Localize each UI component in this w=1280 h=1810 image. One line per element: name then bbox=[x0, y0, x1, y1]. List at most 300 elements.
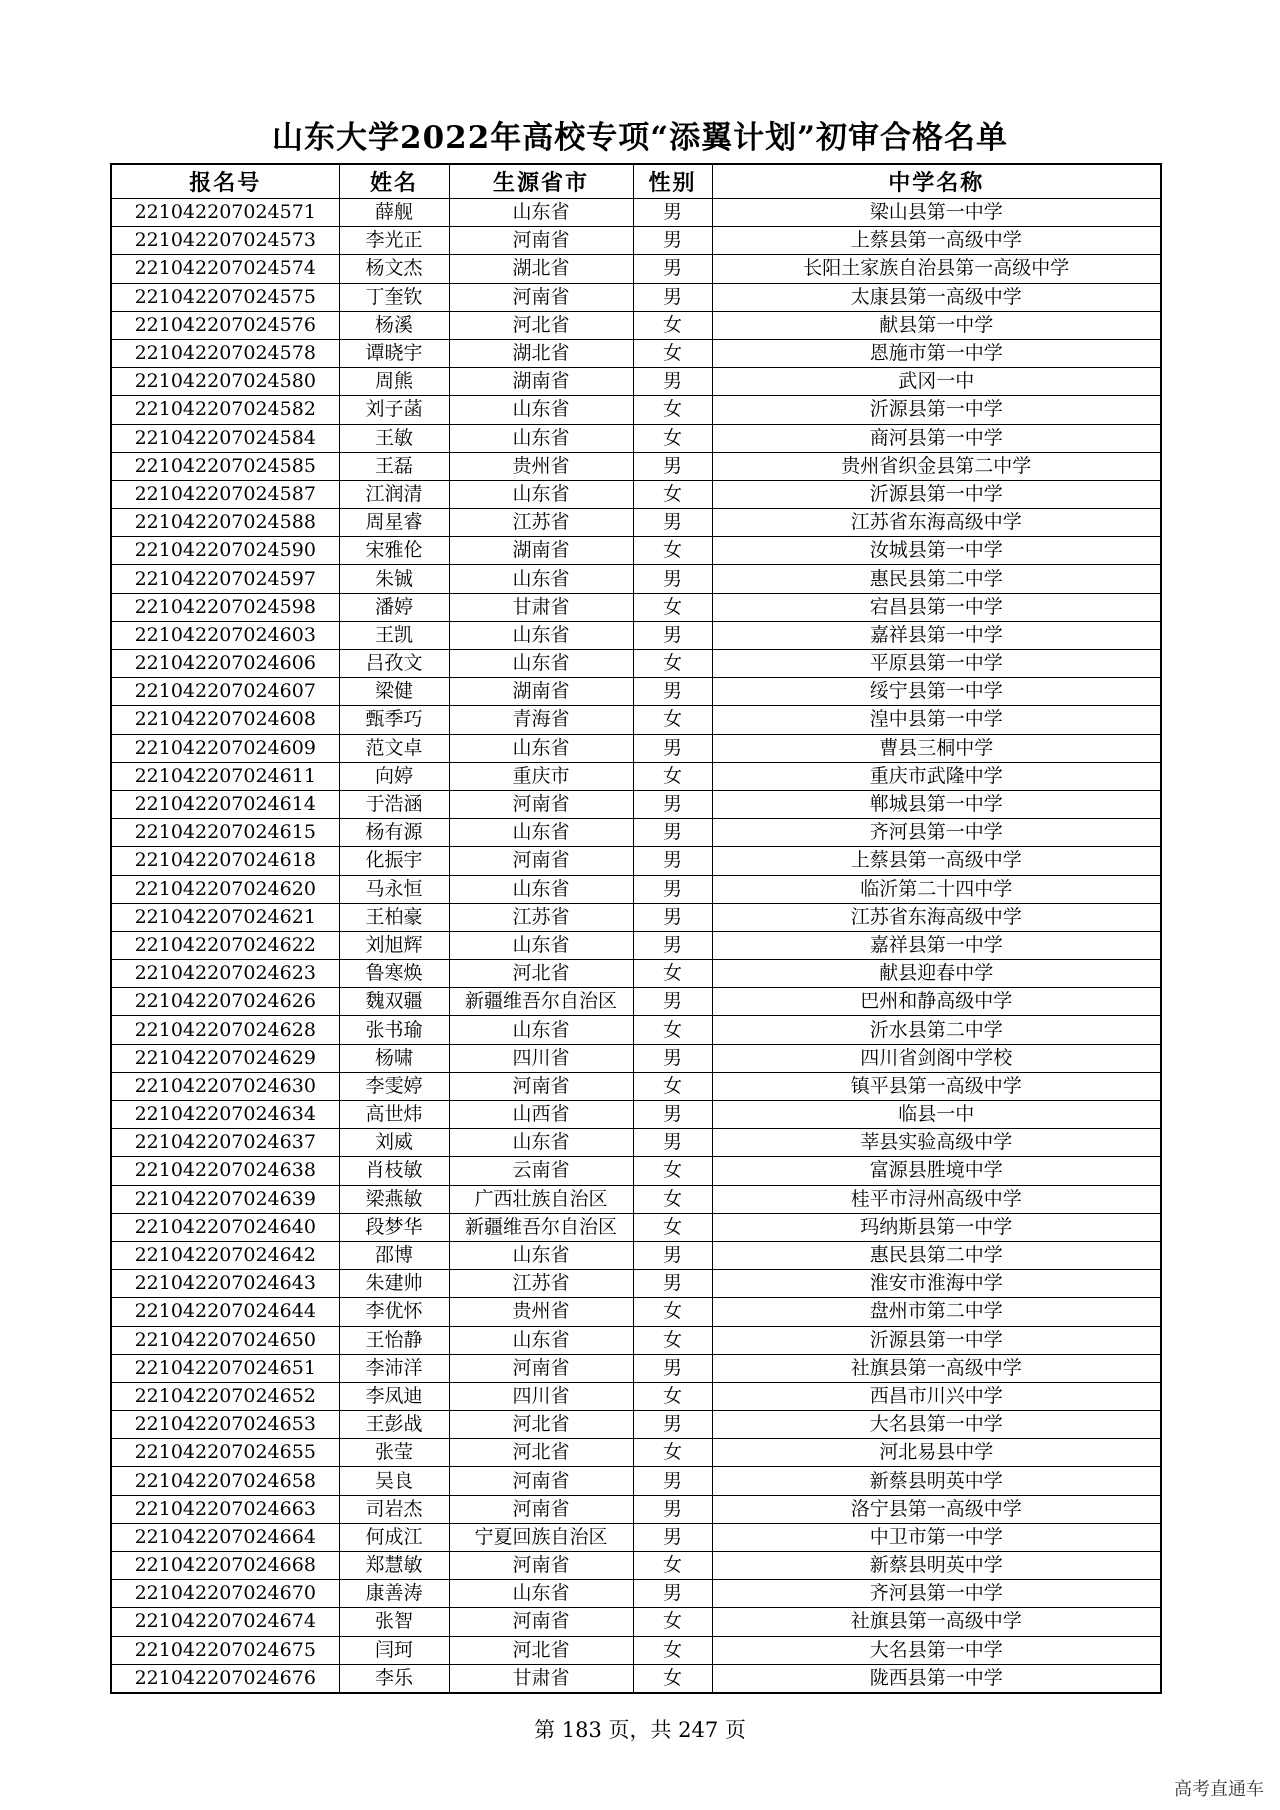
cell-gender: 男 bbox=[633, 255, 712, 283]
cell-school: 社旗县第一高级中学 bbox=[712, 1608, 1161, 1636]
cell-name: 鲁寒焕 bbox=[339, 960, 449, 988]
cell-id: 221042207024650 bbox=[111, 1326, 339, 1354]
cell-id: 221042207024575 bbox=[111, 283, 339, 311]
cell-id: 221042207024571 bbox=[111, 199, 339, 227]
table-row bbox=[111, 1608, 1161, 1636]
cell-gender: 女 bbox=[633, 480, 712, 508]
cell-gender: 男 bbox=[633, 819, 712, 847]
cell-id: 221042207024637 bbox=[111, 1129, 339, 1157]
cell-name: 李雯婷 bbox=[339, 1072, 449, 1100]
cell-school: 江苏省东海高级中学 bbox=[712, 509, 1161, 537]
cell-gender: 男 bbox=[633, 847, 712, 875]
cell-province: 河北省 bbox=[449, 1411, 633, 1439]
column-header-school: 中学名称 bbox=[712, 164, 1161, 199]
cell-school: 上蔡县第一高级中学 bbox=[712, 847, 1161, 875]
table-row bbox=[111, 255, 1161, 283]
cell-province: 甘肃省 bbox=[449, 593, 633, 621]
table-row bbox=[111, 1016, 1161, 1044]
cell-id: 221042207024603 bbox=[111, 621, 339, 649]
cell-gender: 女 bbox=[633, 1157, 712, 1185]
column-header-id: 报名号 bbox=[111, 164, 339, 199]
cell-name: 化振宇 bbox=[339, 847, 449, 875]
cell-id: 221042207024658 bbox=[111, 1467, 339, 1495]
cell-name: 杨啸 bbox=[339, 1044, 449, 1072]
cell-province: 山东省 bbox=[449, 565, 633, 593]
cell-gender: 女 bbox=[633, 339, 712, 367]
table-row bbox=[111, 1157, 1161, 1185]
cell-gender: 女 bbox=[633, 1664, 712, 1693]
table-row bbox=[111, 1326, 1161, 1354]
cell-province: 广西壮族自治区 bbox=[449, 1185, 633, 1213]
cell-id: 221042207024652 bbox=[111, 1382, 339, 1410]
cell-province: 河北省 bbox=[449, 960, 633, 988]
table-row bbox=[111, 368, 1161, 396]
cell-gender: 男 bbox=[633, 1129, 712, 1157]
cell-province: 江苏省 bbox=[449, 509, 633, 537]
cell-gender: 女 bbox=[633, 311, 712, 339]
cell-name: 梁燕敏 bbox=[339, 1185, 449, 1213]
cell-school: 新蔡县明英中学 bbox=[712, 1467, 1161, 1495]
table-row bbox=[111, 1523, 1161, 1551]
cell-province: 云南省 bbox=[449, 1157, 633, 1185]
cell-school: 齐河县第一中学 bbox=[712, 819, 1161, 847]
cell-name: 范文卓 bbox=[339, 734, 449, 762]
cell-id: 221042207024630 bbox=[111, 1072, 339, 1100]
cell-id: 221042207024582 bbox=[111, 396, 339, 424]
cell-gender: 女 bbox=[633, 1608, 712, 1636]
column-header-name: 姓名 bbox=[339, 164, 449, 199]
cell-id: 221042207024622 bbox=[111, 931, 339, 959]
cell-id: 221042207024651 bbox=[111, 1354, 339, 1382]
cell-gender: 男 bbox=[633, 199, 712, 227]
cell-province: 河南省 bbox=[449, 283, 633, 311]
table-row bbox=[111, 1382, 1161, 1410]
table-row bbox=[111, 621, 1161, 649]
cell-province: 山东省 bbox=[449, 734, 633, 762]
cell-name: 梁健 bbox=[339, 678, 449, 706]
cell-gender: 男 bbox=[633, 1354, 712, 1382]
cell-school: 商河县第一中学 bbox=[712, 424, 1161, 452]
cell-province: 山东省 bbox=[449, 875, 633, 903]
cell-province: 青海省 bbox=[449, 706, 633, 734]
cell-province: 江苏省 bbox=[449, 903, 633, 931]
cell-school: 四川省剑阁中学校 bbox=[712, 1044, 1161, 1072]
cell-id: 221042207024585 bbox=[111, 452, 339, 480]
cell-school: 惠民县第二中学 bbox=[712, 1241, 1161, 1269]
cell-id: 221042207024639 bbox=[111, 1185, 339, 1213]
cell-gender: 男 bbox=[633, 1270, 712, 1298]
cell-province: 湖北省 bbox=[449, 255, 633, 283]
cell-school: 富源县胜境中学 bbox=[712, 1157, 1161, 1185]
cell-id: 221042207024668 bbox=[111, 1552, 339, 1580]
cell-gender: 男 bbox=[633, 1044, 712, 1072]
cell-name: 张莹 bbox=[339, 1439, 449, 1467]
cell-school: 临县一中 bbox=[712, 1101, 1161, 1129]
cell-id: 221042207024638 bbox=[111, 1157, 339, 1185]
table-row bbox=[111, 311, 1161, 339]
cell-name: 周星睿 bbox=[339, 509, 449, 537]
cell-id: 221042207024588 bbox=[111, 509, 339, 537]
cell-province: 河南省 bbox=[449, 790, 633, 818]
cell-id: 221042207024634 bbox=[111, 1101, 339, 1129]
cell-id: 221042207024574 bbox=[111, 255, 339, 283]
cell-id: 221042207024578 bbox=[111, 339, 339, 367]
cell-gender: 男 bbox=[633, 790, 712, 818]
cell-gender: 男 bbox=[633, 283, 712, 311]
cell-school: 重庆市武隆中学 bbox=[712, 762, 1161, 790]
cell-province: 山东省 bbox=[449, 621, 633, 649]
cell-name: 王磊 bbox=[339, 452, 449, 480]
table-row bbox=[111, 537, 1161, 565]
table-row bbox=[111, 199, 1161, 227]
cell-province: 重庆市 bbox=[449, 762, 633, 790]
cell-school: 社旗县第一高级中学 bbox=[712, 1354, 1161, 1382]
cell-gender: 男 bbox=[633, 1495, 712, 1523]
table-header-row bbox=[111, 164, 1161, 199]
column-header-gender: 性别 bbox=[633, 164, 712, 199]
cell-province: 河南省 bbox=[449, 847, 633, 875]
table-row bbox=[111, 565, 1161, 593]
cell-gender: 女 bbox=[633, 424, 712, 452]
cell-province: 河南省 bbox=[449, 1354, 633, 1382]
cell-school: 太康县第一高级中学 bbox=[712, 283, 1161, 311]
table-row bbox=[111, 1467, 1161, 1495]
cell-school: 嘉祥县第一中学 bbox=[712, 931, 1161, 959]
cell-school: 河北易县中学 bbox=[712, 1439, 1161, 1467]
cell-name: 甄季巧 bbox=[339, 706, 449, 734]
cell-gender: 男 bbox=[633, 1467, 712, 1495]
cell-id: 221042207024623 bbox=[111, 960, 339, 988]
cell-gender: 女 bbox=[633, 1298, 712, 1326]
table-row bbox=[111, 1185, 1161, 1213]
cell-gender: 女 bbox=[633, 1072, 712, 1100]
cell-school: 沂源县第一中学 bbox=[712, 396, 1161, 424]
cell-name: 康善涛 bbox=[339, 1580, 449, 1608]
cell-name: 王凯 bbox=[339, 621, 449, 649]
table-row bbox=[111, 283, 1161, 311]
cell-id: 221042207024606 bbox=[111, 650, 339, 678]
cell-id: 221042207024609 bbox=[111, 734, 339, 762]
cell-name: 司岩杰 bbox=[339, 1495, 449, 1523]
cell-gender: 女 bbox=[633, 1552, 712, 1580]
cell-name: 王柏豪 bbox=[339, 903, 449, 931]
cell-province: 新疆维吾尔自治区 bbox=[449, 988, 633, 1016]
cell-gender: 女 bbox=[633, 593, 712, 621]
cell-gender: 男 bbox=[633, 678, 712, 706]
cell-id: 221042207024663 bbox=[111, 1495, 339, 1523]
table-row bbox=[111, 1213, 1161, 1241]
cell-school: 西昌市川兴中学 bbox=[712, 1382, 1161, 1410]
cell-id: 221042207024580 bbox=[111, 368, 339, 396]
table-row bbox=[111, 396, 1161, 424]
cell-name: 杨溪 bbox=[339, 311, 449, 339]
cell-school: 恩施市第一中学 bbox=[712, 339, 1161, 367]
page-footer: 第 183 页，共 247 页 bbox=[534, 1718, 746, 1742]
cell-province: 湖南省 bbox=[449, 368, 633, 396]
cell-gender: 女 bbox=[633, 762, 712, 790]
cell-province: 河南省 bbox=[449, 1495, 633, 1523]
table-row bbox=[111, 1298, 1161, 1326]
cell-province: 河南省 bbox=[449, 1608, 633, 1636]
cell-school: 江苏省东海高级中学 bbox=[712, 903, 1161, 931]
cell-id: 221042207024615 bbox=[111, 819, 339, 847]
applicant-table bbox=[110, 163, 1162, 1694]
cell-name: 周熊 bbox=[339, 368, 449, 396]
cell-id: 221042207024607 bbox=[111, 678, 339, 706]
cell-name: 刘威 bbox=[339, 1129, 449, 1157]
cell-name: 李乐 bbox=[339, 1664, 449, 1693]
cell-province: 贵州省 bbox=[449, 1298, 633, 1326]
cell-province: 山东省 bbox=[449, 1129, 633, 1157]
cell-id: 221042207024674 bbox=[111, 1608, 339, 1636]
cell-province: 河南省 bbox=[449, 227, 633, 255]
cell-name: 王敏 bbox=[339, 424, 449, 452]
cell-province: 湖南省 bbox=[449, 678, 633, 706]
table-row bbox=[111, 1580, 1161, 1608]
table-row bbox=[111, 903, 1161, 931]
cell-id: 221042207024628 bbox=[111, 1016, 339, 1044]
cell-province: 四川省 bbox=[449, 1382, 633, 1410]
cell-province: 湖北省 bbox=[449, 339, 633, 367]
cell-id: 221042207024608 bbox=[111, 706, 339, 734]
cell-name: 郑慧敏 bbox=[339, 1552, 449, 1580]
cell-gender: 男 bbox=[633, 903, 712, 931]
cell-school: 沂源县第一中学 bbox=[712, 1326, 1161, 1354]
cell-school: 大名县第一中学 bbox=[712, 1636, 1161, 1664]
cell-school: 陇西县第一中学 bbox=[712, 1664, 1161, 1693]
cell-school: 莘县实验高级中学 bbox=[712, 1129, 1161, 1157]
cell-province: 山东省 bbox=[449, 931, 633, 959]
cell-gender: 女 bbox=[633, 1185, 712, 1213]
table-row bbox=[111, 1552, 1161, 1580]
cell-name: 高世炜 bbox=[339, 1101, 449, 1129]
table-row bbox=[111, 1270, 1161, 1298]
cell-gender: 男 bbox=[633, 565, 712, 593]
cell-id: 221042207024576 bbox=[111, 311, 339, 339]
cell-name: 李优怀 bbox=[339, 1298, 449, 1326]
cell-name: 江润清 bbox=[339, 480, 449, 508]
cell-province: 山东省 bbox=[449, 1241, 633, 1269]
cell-id: 221042207024597 bbox=[111, 565, 339, 593]
cell-name: 肖枝敏 bbox=[339, 1157, 449, 1185]
cell-province: 河北省 bbox=[449, 311, 633, 339]
table-row bbox=[111, 650, 1161, 678]
cell-name: 马永恒 bbox=[339, 875, 449, 903]
cell-school: 曹县三桐中学 bbox=[712, 734, 1161, 762]
cell-id: 221042207024655 bbox=[111, 1439, 339, 1467]
cell-id: 221042207024621 bbox=[111, 903, 339, 931]
cell-id: 221042207024598 bbox=[111, 593, 339, 621]
table-row bbox=[111, 706, 1161, 734]
cell-gender: 男 bbox=[633, 931, 712, 959]
table-row bbox=[111, 1129, 1161, 1157]
table-row bbox=[111, 875, 1161, 903]
table-row bbox=[111, 988, 1161, 1016]
cell-gender: 女 bbox=[633, 1382, 712, 1410]
cell-gender: 女 bbox=[633, 1439, 712, 1467]
cell-school: 大名县第一中学 bbox=[712, 1411, 1161, 1439]
cell-gender: 女 bbox=[633, 537, 712, 565]
cell-name: 邵博 bbox=[339, 1241, 449, 1269]
table-row bbox=[111, 480, 1161, 508]
cell-school: 平原县第一中学 bbox=[712, 650, 1161, 678]
cell-name: 于浩涵 bbox=[339, 790, 449, 818]
cell-name: 杨有源 bbox=[339, 819, 449, 847]
cell-gender: 女 bbox=[633, 1016, 712, 1044]
cell-province: 山东省 bbox=[449, 480, 633, 508]
cell-name: 张智 bbox=[339, 1608, 449, 1636]
cell-gender: 男 bbox=[633, 1241, 712, 1269]
cell-id: 221042207024584 bbox=[111, 424, 339, 452]
table-row bbox=[111, 1664, 1161, 1693]
cell-gender: 男 bbox=[633, 875, 712, 903]
cell-province: 山东省 bbox=[449, 1326, 633, 1354]
cell-id: 221042207024618 bbox=[111, 847, 339, 875]
cell-name: 李沛洋 bbox=[339, 1354, 449, 1382]
table-row bbox=[111, 509, 1161, 537]
cell-gender: 女 bbox=[633, 960, 712, 988]
table-row bbox=[111, 931, 1161, 959]
cell-id: 221042207024626 bbox=[111, 988, 339, 1016]
cell-id: 221042207024664 bbox=[111, 1523, 339, 1551]
cell-name: 吕孜文 bbox=[339, 650, 449, 678]
cell-province: 山东省 bbox=[449, 396, 633, 424]
cell-id: 221042207024642 bbox=[111, 1241, 339, 1269]
cell-province: 河北省 bbox=[449, 1636, 633, 1664]
cell-name: 谭晓宇 bbox=[339, 339, 449, 367]
cell-gender: 男 bbox=[633, 452, 712, 480]
cell-province: 山东省 bbox=[449, 199, 633, 227]
table-row bbox=[111, 1072, 1161, 1100]
cell-province: 河南省 bbox=[449, 1552, 633, 1580]
cell-gender: 女 bbox=[633, 650, 712, 678]
cell-name: 张书瑜 bbox=[339, 1016, 449, 1044]
cell-id: 221042207024587 bbox=[111, 480, 339, 508]
cell-id: 221042207024629 bbox=[111, 1044, 339, 1072]
cell-gender: 女 bbox=[633, 1636, 712, 1664]
cell-province: 甘肃省 bbox=[449, 1664, 633, 1693]
cell-id: 221042207024676 bbox=[111, 1664, 339, 1693]
cell-name: 闫珂 bbox=[339, 1636, 449, 1664]
cell-school: 宕昌县第一中学 bbox=[712, 593, 1161, 621]
cell-name: 李凤迪 bbox=[339, 1382, 449, 1410]
cell-gender: 男 bbox=[633, 227, 712, 255]
cell-school: 齐河县第一中学 bbox=[712, 1580, 1161, 1608]
cell-gender: 男 bbox=[633, 368, 712, 396]
cell-id: 221042207024670 bbox=[111, 1580, 339, 1608]
cell-gender: 男 bbox=[633, 988, 712, 1016]
cell-name: 刘子菡 bbox=[339, 396, 449, 424]
table-row bbox=[111, 452, 1161, 480]
table-row bbox=[111, 593, 1161, 621]
cell-school: 中卫市第一中学 bbox=[712, 1523, 1161, 1551]
cell-id: 221042207024611 bbox=[111, 762, 339, 790]
table-row bbox=[111, 424, 1161, 452]
cell-name: 朱建帅 bbox=[339, 1270, 449, 1298]
cell-gender: 男 bbox=[633, 621, 712, 649]
cell-name: 朱铖 bbox=[339, 565, 449, 593]
cell-school: 献县迎春中学 bbox=[712, 960, 1161, 988]
cell-id: 221042207024643 bbox=[111, 1270, 339, 1298]
cell-school: 武冈一中 bbox=[712, 368, 1161, 396]
cell-school: 献县第一中学 bbox=[712, 311, 1161, 339]
cell-school: 淮安市淮海中学 bbox=[712, 1270, 1161, 1298]
cell-name: 魏双疆 bbox=[339, 988, 449, 1016]
cell-gender: 男 bbox=[633, 1523, 712, 1551]
table-row bbox=[111, 1495, 1161, 1523]
cell-id: 221042207024620 bbox=[111, 875, 339, 903]
cell-gender: 男 bbox=[633, 1411, 712, 1439]
cell-name: 薛舰 bbox=[339, 199, 449, 227]
cell-name: 潘婷 bbox=[339, 593, 449, 621]
cell-id: 221042207024640 bbox=[111, 1213, 339, 1241]
cell-province: 四川省 bbox=[449, 1044, 633, 1072]
cell-province: 山东省 bbox=[449, 1016, 633, 1044]
cell-province: 山东省 bbox=[449, 650, 633, 678]
table-row bbox=[111, 1354, 1161, 1382]
cell-gender: 男 bbox=[633, 1101, 712, 1129]
table-row bbox=[111, 339, 1161, 367]
cell-school: 玛纳斯县第一中学 bbox=[712, 1213, 1161, 1241]
cell-school: 桂平市浔州高级中学 bbox=[712, 1185, 1161, 1213]
table-row bbox=[111, 227, 1161, 255]
cell-name: 杨文杰 bbox=[339, 255, 449, 283]
cell-id: 221042207024614 bbox=[111, 790, 339, 818]
table-row bbox=[111, 960, 1161, 988]
cell-school: 惠民县第二中学 bbox=[712, 565, 1161, 593]
cell-province: 山西省 bbox=[449, 1101, 633, 1129]
cell-id: 221042207024573 bbox=[111, 227, 339, 255]
table-row bbox=[111, 678, 1161, 706]
cell-school: 汝城县第一中学 bbox=[712, 537, 1161, 565]
cell-school: 沂水县第二中学 bbox=[712, 1016, 1161, 1044]
cell-province: 山东省 bbox=[449, 424, 633, 452]
table-row bbox=[111, 1636, 1161, 1664]
table-row bbox=[111, 847, 1161, 875]
cell-school: 洛宁县第一高级中学 bbox=[712, 1495, 1161, 1523]
cell-gender: 女 bbox=[633, 396, 712, 424]
cell-name: 李光正 bbox=[339, 227, 449, 255]
cell-name: 丁奎钦 bbox=[339, 283, 449, 311]
cell-name: 王彭战 bbox=[339, 1411, 449, 1439]
cell-school: 盘州市第二中学 bbox=[712, 1298, 1161, 1326]
cell-id: 221042207024590 bbox=[111, 537, 339, 565]
cell-name: 向婷 bbox=[339, 762, 449, 790]
cell-province: 山东省 bbox=[449, 819, 633, 847]
cell-school: 湟中县第一中学 bbox=[712, 706, 1161, 734]
table-body bbox=[111, 199, 1161, 1693]
cell-gender: 女 bbox=[633, 1213, 712, 1241]
cell-school: 贵州省织金县第二中学 bbox=[712, 452, 1161, 480]
cell-gender: 男 bbox=[633, 1580, 712, 1608]
cell-id: 221042207024644 bbox=[111, 1298, 339, 1326]
cell-name: 何成江 bbox=[339, 1523, 449, 1551]
table-row bbox=[111, 762, 1161, 790]
cell-school: 镇平县第一高级中学 bbox=[712, 1072, 1161, 1100]
table-row bbox=[111, 734, 1161, 762]
cell-province: 宁夏回族自治区 bbox=[449, 1523, 633, 1551]
cell-name: 刘旭辉 bbox=[339, 931, 449, 959]
table-row bbox=[111, 1439, 1161, 1467]
cell-school: 上蔡县第一高级中学 bbox=[712, 227, 1161, 255]
cell-gender: 男 bbox=[633, 509, 712, 537]
cell-province: 江苏省 bbox=[449, 1270, 633, 1298]
watermark: 高考直通车 bbox=[1174, 1779, 1264, 1800]
cell-name: 宋雅伦 bbox=[339, 537, 449, 565]
cell-province: 河南省 bbox=[449, 1072, 633, 1100]
cell-name: 段梦华 bbox=[339, 1213, 449, 1241]
cell-name: 吴良 bbox=[339, 1467, 449, 1495]
